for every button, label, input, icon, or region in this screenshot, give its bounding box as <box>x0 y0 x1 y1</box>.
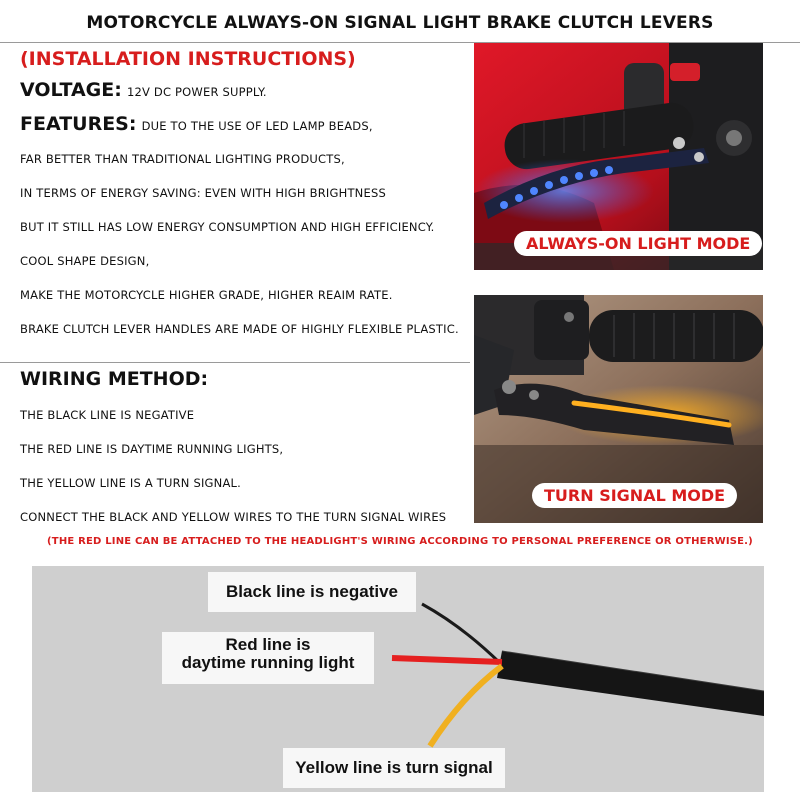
features-row <box>20 113 373 135</box>
voltage-row <box>20 79 267 101</box>
wiring-heading: WIRING METHOD: <box>20 368 209 390</box>
yellow-wire <box>430 666 502 746</box>
red-wire <box>392 658 502 662</box>
feature-line: MAKE THE MOTORCYCLE HIGHER GRADE, HIGHER REAIM RATE. <box>20 288 393 302</box>
red-line-callout <box>162 632 374 684</box>
yellow-line-callout: Yellow line is turn signal <box>283 748 505 788</box>
section-divider <box>0 362 470 363</box>
always-on-mode-label: ALWAYS-ON LIGHT MODE <box>514 231 762 256</box>
black-wire <box>422 604 500 663</box>
voltage-value: 12V DC POWER SUPPLY. <box>126 85 267 99</box>
page-title: MOTORCYCLE ALWAYS-ON SIGNAL LIGHT BRAKE CLUTCH LEVERS <box>86 13 714 33</box>
black-line-callout: Black line is negative <box>208 572 416 612</box>
feature-line: BRAKE CLUTCH LEVER HANDLES ARE MADE OF HIGHLY FLEXIBLE PLASTIC. <box>20 322 459 336</box>
voltage-label: VOLTAGE: <box>20 79 122 101</box>
installation-heading: (INSTALLATION INSTRUCTIONS) <box>20 48 356 70</box>
wiring-line: THE YELLOW LINE IS A TURN SIGNAL. <box>20 476 241 490</box>
turn-signal-mode-label: TURN SIGNAL MODE <box>532 483 737 508</box>
turn-signal-mode-photo <box>474 295 763 523</box>
feature-line: IN TERMS OF ENERGY SAVING: EVEN WITH HIGH BRIGHTNESS <box>20 186 386 200</box>
red-line-callout-line-1: Red line is <box>225 635 311 654</box>
always-on-mode-photo <box>474 43 763 270</box>
features-first-line: DUE TO THE USE OF LED LAMP BEADS, <box>141 119 373 133</box>
feature-line: FAR BETTER THAN TRADITIONAL LIGHTING PRODUCTS, <box>20 152 345 166</box>
features-label: FEATURES: <box>20 113 137 135</box>
red-line-callout-line-2: daytime running light <box>181 653 355 672</box>
feature-line: BUT IT STILL HAS LOW ENERGY CONSUMPTION AND HIGH EFFICIENCY. <box>20 220 435 234</box>
wiring-line: THE BLACK LINE IS NEGATIVE <box>20 408 195 422</box>
wiring-diagram <box>32 566 764 792</box>
wiring-line: CONNECT THE BLACK AND YELLOW WIRES TO THE TURN SIGNAL WIRES <box>20 510 447 524</box>
red-line-note: (THE RED LINE CAN BE ATTACHED TO THE HEADLIGHT'S WIRING ACCORDING TO PERSONAL PREFERENCE OR OTHERWISE.) <box>47 536 753 547</box>
wiring-line: THE RED LINE IS DAYTIME RUNNING LIGHTS, <box>20 442 284 456</box>
feature-line: COOL SHAPE DESIGN, <box>20 254 150 268</box>
